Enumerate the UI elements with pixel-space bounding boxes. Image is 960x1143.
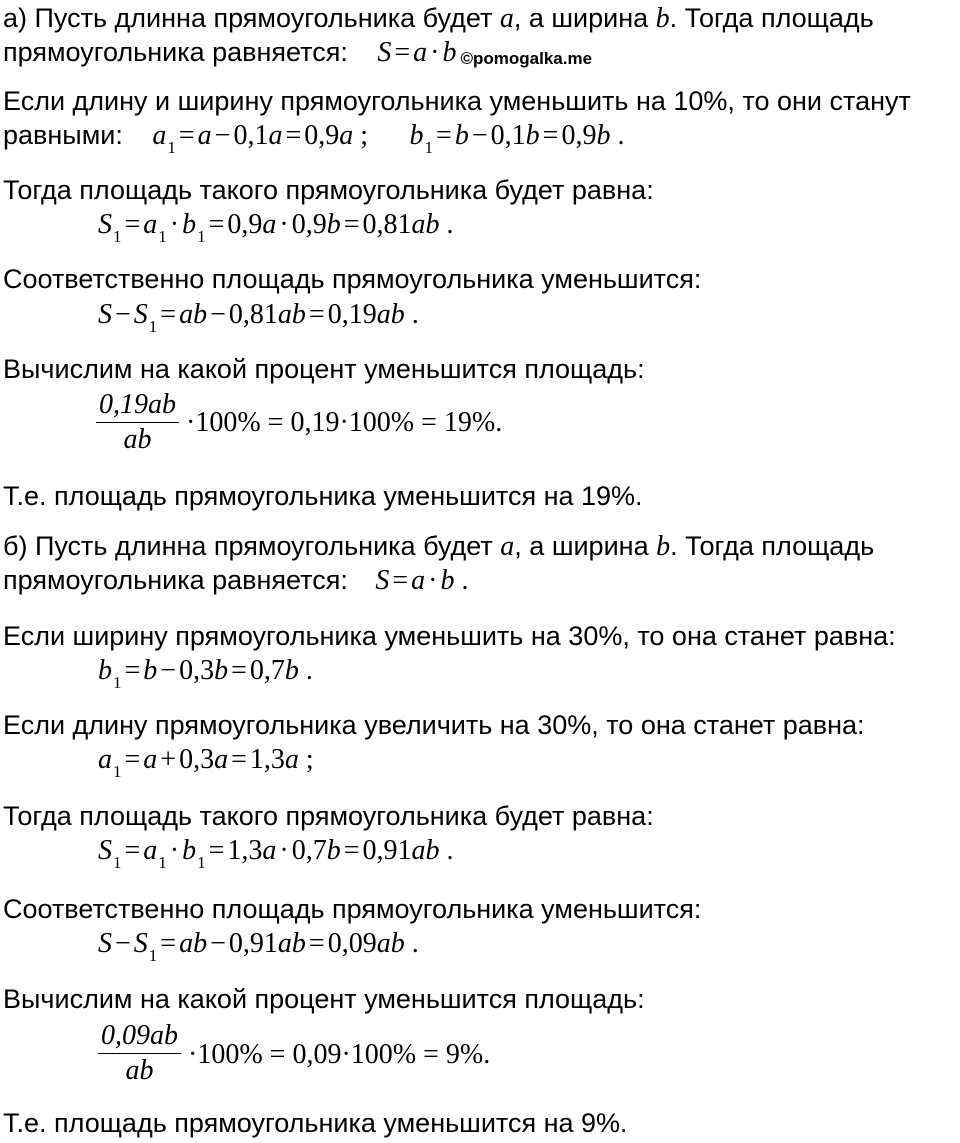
part-b-length-label: Если длину прямоугольника увеличить на 30%, то она станет равна: bbox=[3, 710, 865, 740]
part-b-decrease-label: Соответственно площадь прямоугольника уменьшится: bbox=[3, 894, 702, 924]
part-a-intro-line1: а) Пусть длинна прямоугольника будет a, а ширина b. Тогда площадь bbox=[3, 3, 874, 34]
formula-a1: $a_1 = a - 0,1a = 0,9a$ ; bbox=[152, 120, 369, 157]
part-b-width-label: Если ширину прямоугольника уменьшить на 30%, то она станет равна: bbox=[3, 621, 896, 651]
fraction-a bbox=[96, 388, 179, 457]
fraction-a-numerator: 0,19ab bbox=[96, 388, 179, 423]
part-a-decrease-line2: равными: $a_1 = a - 0,1a = 0,9a$ ; $b_1 = b - 0,1b = 0,9b$ . bbox=[3, 120, 625, 157]
formula-a1-b: $a_1 = a + 0,3a = 1,3a$ ; bbox=[98, 744, 314, 781]
part-b-intro-line2: прямоугольника равняется: S = a · b . bbox=[3, 565, 469, 596]
fraction-b-denominator: ab bbox=[125, 1055, 154, 1086]
formula-percent-b: ·100% = 0,09·100% = 9%. bbox=[188, 1039, 491, 1070]
formula-b1-b: $b_1 = b - 0,3b = 0,7b$ . bbox=[98, 655, 313, 692]
part-a-percent-label: Вычислим на какой процент уменьшится площадь: bbox=[3, 354, 645, 384]
formula-s-minus-s1: $S - S_1$ = ab − 0,81ab = 0,19ab . bbox=[98, 299, 419, 336]
part-a-decrease-line1: Если длину и ширину прямоугольника уменьшить на 10%, то они станут bbox=[3, 86, 911, 116]
formula-b1: $b_1 = b - 0,1b = 0,9b$ . bbox=[409, 120, 625, 157]
formula-area-b: S = a · b . bbox=[375, 565, 469, 596]
fraction-a-denominator: ab bbox=[123, 424, 152, 455]
fraction-b bbox=[98, 1019, 181, 1088]
part-a-intro-line2: прямоугольника равняется: S = a · b ©pomogalka.me bbox=[3, 37, 593, 68]
part-a-conclusion: Т.е. площадь прямоугольника уменьшится на 19%. bbox=[3, 481, 643, 511]
fraction-b-numerator: 0,09ab bbox=[98, 1019, 181, 1054]
part-b-conclusion: Т.е. площадь прямоугольника уменьшится на 9%. bbox=[3, 1108, 628, 1138]
part-b-intro-line1: б) Пусть длинна прямоугольника будет a, а ширина b. Тогда площадь bbox=[3, 531, 875, 562]
formula-percent-a: ·100% = 0,19·100% = 19%. bbox=[186, 407, 503, 438]
part-b-percent-label: Вычислим на какой процент уменьшится площадь: bbox=[3, 984, 645, 1014]
formula-s1-b: $S_1 = a_1 \cdot b_1 = 1,3a \cdot 0,7b = 0,91ab$ . bbox=[98, 835, 454, 872]
formula-s1: $S_1 = a_1 \cdot b_1 = 0,9a \cdot 0,9b = 0,81ab$ . bbox=[98, 209, 454, 246]
formula-area: S = a · b bbox=[377, 37, 457, 68]
formula-s-minus-s1-b: $S - S_1$ = ab − 0,91ab = 0,09ab . bbox=[98, 928, 419, 965]
watermark: ©pomogalka.me bbox=[460, 49, 593, 68]
part-b-area-new-label: Тогда площадь такого прямоугольника будет равна: bbox=[3, 801, 654, 831]
part-a-area-new-label: Тогда площадь такого прямоугольника будет равна: bbox=[3, 175, 654, 205]
part-a-decrease-label: Соответственно площадь прямоугольника уменьшится: bbox=[3, 264, 702, 294]
